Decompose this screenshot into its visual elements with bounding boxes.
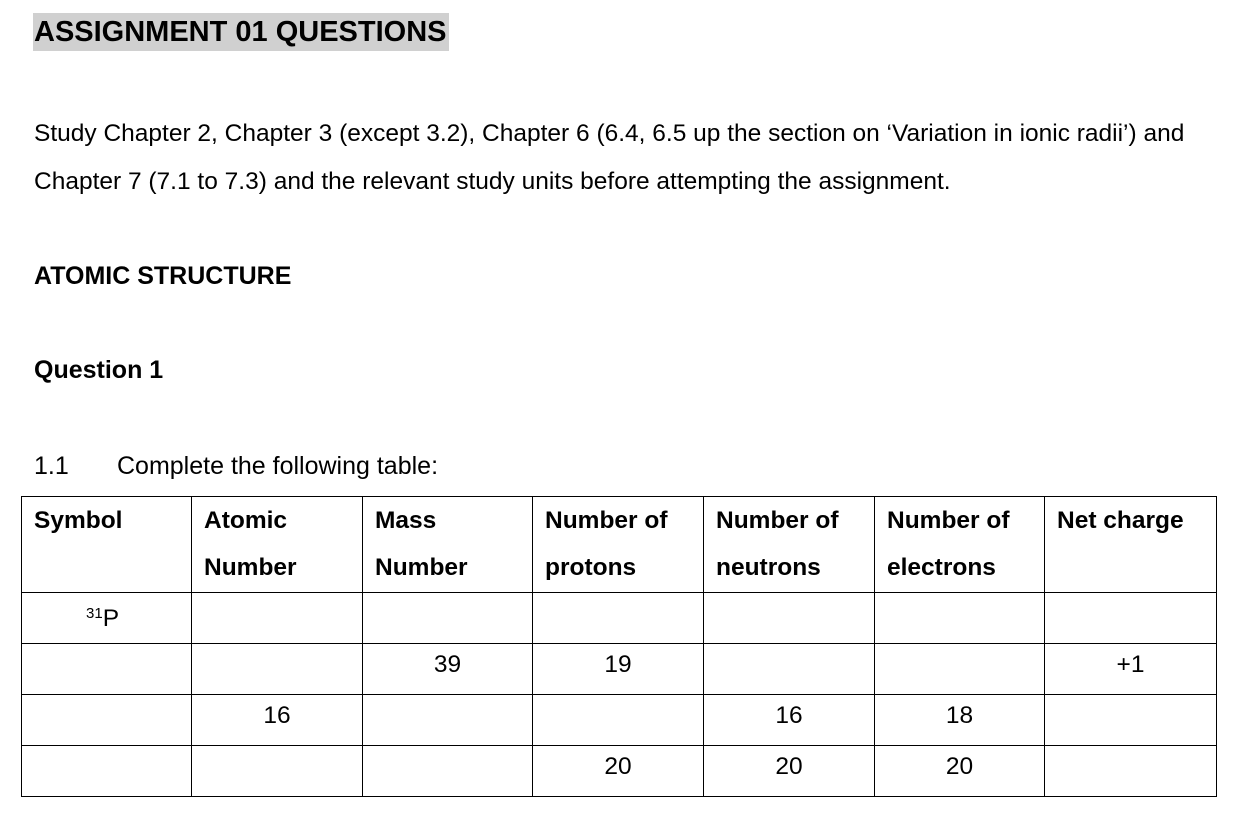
cell-protons[interactable]: 19 — [533, 644, 704, 695]
cell-electrons[interactable]: 20 — [875, 746, 1045, 797]
cell-protons[interactable] — [533, 695, 704, 746]
subquestion — [34, 448, 438, 484]
cell-electrons[interactable] — [875, 644, 1045, 695]
cell-symbol[interactable] — [22, 695, 192, 746]
cell-mass-number[interactable] — [363, 746, 533, 797]
cell-net-charge[interactable] — [1045, 593, 1217, 644]
cell-neutrons[interactable]: 16 — [704, 695, 875, 746]
cell-atomic-number[interactable] — [192, 746, 363, 797]
table-row — [22, 746, 1217, 797]
table-row — [22, 695, 1217, 746]
cell-symbol[interactable] — [22, 644, 192, 695]
study-instructions: Study Chapter 2, Chapter 3 (except 3.2), Chapter 6 (6.4, 6.5 up the section on ‘Variation in ionic radii’) and Chapter 7 (7.1 to 7.3) and the relevant study units before attempting the assignment. — [34, 120, 1185, 195]
subquestion-text: Complete the following table: — [117, 452, 439, 480]
header-electrons: Number of electrons — [875, 497, 1045, 593]
cell-mass-number[interactable]: 39 — [363, 644, 533, 695]
header-atomic-number: Atomic Number — [192, 497, 363, 593]
cell-mass-number[interactable] — [363, 593, 533, 644]
cell-atomic-number[interactable]: 16 — [192, 695, 363, 746]
subquestion-number: 1.1 — [34, 452, 69, 480]
cell-protons[interactable]: 20 — [533, 746, 704, 797]
header-net-charge: Net charge — [1045, 497, 1217, 593]
header-mass-number: Mass Number — [363, 497, 533, 593]
atomic-structure-table — [21, 496, 1217, 797]
cell-electrons[interactable] — [875, 593, 1045, 644]
table-row — [22, 644, 1217, 695]
element-symbol: P — [102, 605, 120, 632]
cell-net-charge[interactable] — [1045, 695, 1217, 746]
cell-symbol[interactable] — [22, 593, 192, 644]
cell-neutrons[interactable] — [704, 644, 875, 695]
header-protons: Number of protons — [533, 497, 704, 593]
table-row — [22, 593, 1217, 644]
cell-atomic-number[interactable] — [192, 644, 363, 695]
section-heading: ATOMIC STRUCTURE — [34, 262, 292, 290]
cell-net-charge[interactable]: +1 — [1045, 644, 1217, 695]
mass-superscript: 31 — [86, 605, 103, 622]
cell-electrons[interactable]: 18 — [875, 695, 1045, 746]
cell-protons[interactable] — [533, 593, 704, 644]
cell-neutrons[interactable] — [704, 593, 875, 644]
cell-mass-number[interactable] — [363, 695, 533, 746]
cell-symbol[interactable] — [22, 746, 192, 797]
header-neutrons: Number of neutrons — [704, 497, 875, 593]
table-header-row — [22, 497, 1217, 593]
header-symbol: Symbol — [22, 497, 192, 593]
cell-net-charge[interactable] — [1045, 746, 1217, 797]
cell-atomic-number[interactable] — [192, 593, 363, 644]
assignment-title: ASSIGNMENT 01 QUESTIONS — [33, 13, 449, 51]
question-heading: Question 1 — [34, 356, 164, 384]
cell-neutrons[interactable]: 20 — [704, 746, 875, 797]
